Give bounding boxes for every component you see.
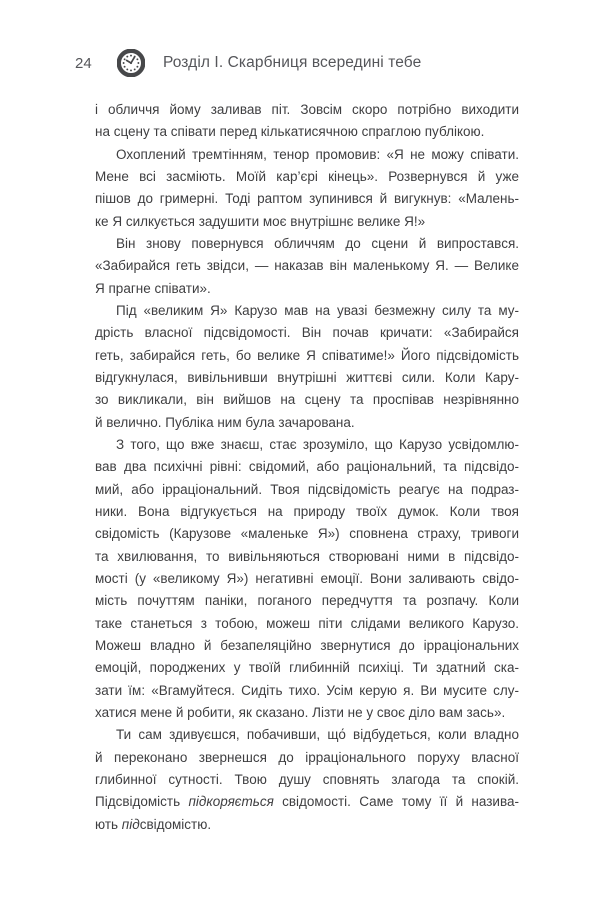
- text-line: Підсвідомість підкоряється свідомості. Саме тому її й назива-: [95, 794, 519, 810]
- text-line: хатися мене й робити, як сказано. Лізти не у своє діло вам зась».: [95, 704, 506, 720]
- text-line: мість почуттям паніки, поганого передчуття та розпачу. Коли: [95, 593, 519, 609]
- text-line: таке станеться з тобою, можеш піти слідами великого Карузо.: [95, 615, 519, 631]
- page-number: 24: [75, 54, 92, 72]
- text-line: відгукнулася, вивільнивши внутрішні життєві сили. Коли Кару-: [95, 369, 519, 385]
- text-line: З того, що вже знаєш, стає зрозуміло, що Карузо усвідомлю-: [116, 436, 519, 452]
- text-line: Я прагне співати».: [95, 280, 211, 296]
- text-line: мий, або ірраціональний. Твоя підсвідомість реагує на подраз-: [95, 481, 519, 497]
- text-block: [95, 99, 519, 836]
- text-line: емоцій, породжених у твоїй глибинній психіці. Ти здатний ска-: [95, 660, 519, 676]
- text-line: глибинної сутності. Твою душу сповнять злагода та спокій.: [95, 771, 519, 787]
- text-line: дрість власної підсвідомості. Він почав кричати: «Забирайся: [95, 325, 519, 341]
- text-line: Ти сам здивуєшся, побачивши, що́ відбудеться, коли владно: [116, 727, 519, 743]
- text-line: ке Я силкується задушити моє внутрішнє велике Я!»: [95, 213, 426, 229]
- text-line: і обличчя йому заливав піт. Зовсім скоро потрібно виходити: [95, 102, 519, 117]
- text-line: геть, забирайся геть, бо велике Я співатиме!» Його підсвідомість: [95, 347, 519, 363]
- chapter-title: Розділ І. Скарбниця всередині тебе: [163, 54, 422, 71]
- text-line: Мене всі засміють. Моїй кар’єрі кінець». Розвернувся й уже: [95, 168, 519, 184]
- page-header: [75, 48, 535, 78]
- text-line: свідомість (Карузове «маленьке Я») сповнена страху, тривоги: [95, 526, 519, 542]
- text-line: Охоплений тремтінням, тенор промовив: «Я не можу співати.: [116, 146, 519, 162]
- text-line: «Забирайся геть звідси, — наказав він маленькому Я. — Велике: [95, 258, 519, 274]
- text-line: ють підсвідомістю.: [95, 816, 212, 832]
- text-line: зати їм: «Вгамуйтеся. Сидіть тихо. Усім керую я. Ви мусите слу-: [95, 682, 519, 698]
- text-line: та хвилювання, то вивільняються створювані ними в підсвідо-: [95, 548, 519, 564]
- text-line: на сцену та співати перед кількатисячною спраглою публікою.: [95, 124, 485, 140]
- text-line: Під «великим Я» Карузо мав на увазі безмежну силу та му-: [116, 302, 519, 318]
- clock-icon: [117, 49, 145, 77]
- text-line: зо викликали, він вийшов на сцену та проспівав незрівнянно: [95, 392, 519, 408]
- text-line: й велично. Публіка ним була зачарована.: [95, 414, 355, 430]
- text-line: вав два психічні рівні: свідомий, або раціональний, та підсвідо-: [95, 459, 519, 475]
- text-line: пішов до гримерні. Тоді раптом зупинився й вигукнув: «Малень-: [95, 191, 519, 207]
- text-line: ники. Вона відгукується на природу твоїх думок. Коли твоя: [95, 503, 519, 519]
- text-line: Можеш владно й безапеляційно звернутися до ірраціональних: [95, 637, 519, 653]
- text-line: Він знову повернувся обличчям до сцени й випростався.: [116, 235, 519, 251]
- text-line: й переконано звернешся до ірраціонального поруху власної: [95, 749, 519, 765]
- text-line: мості (у «великому Я») негативні емоції. Вони заливають свідо-: [95, 570, 519, 586]
